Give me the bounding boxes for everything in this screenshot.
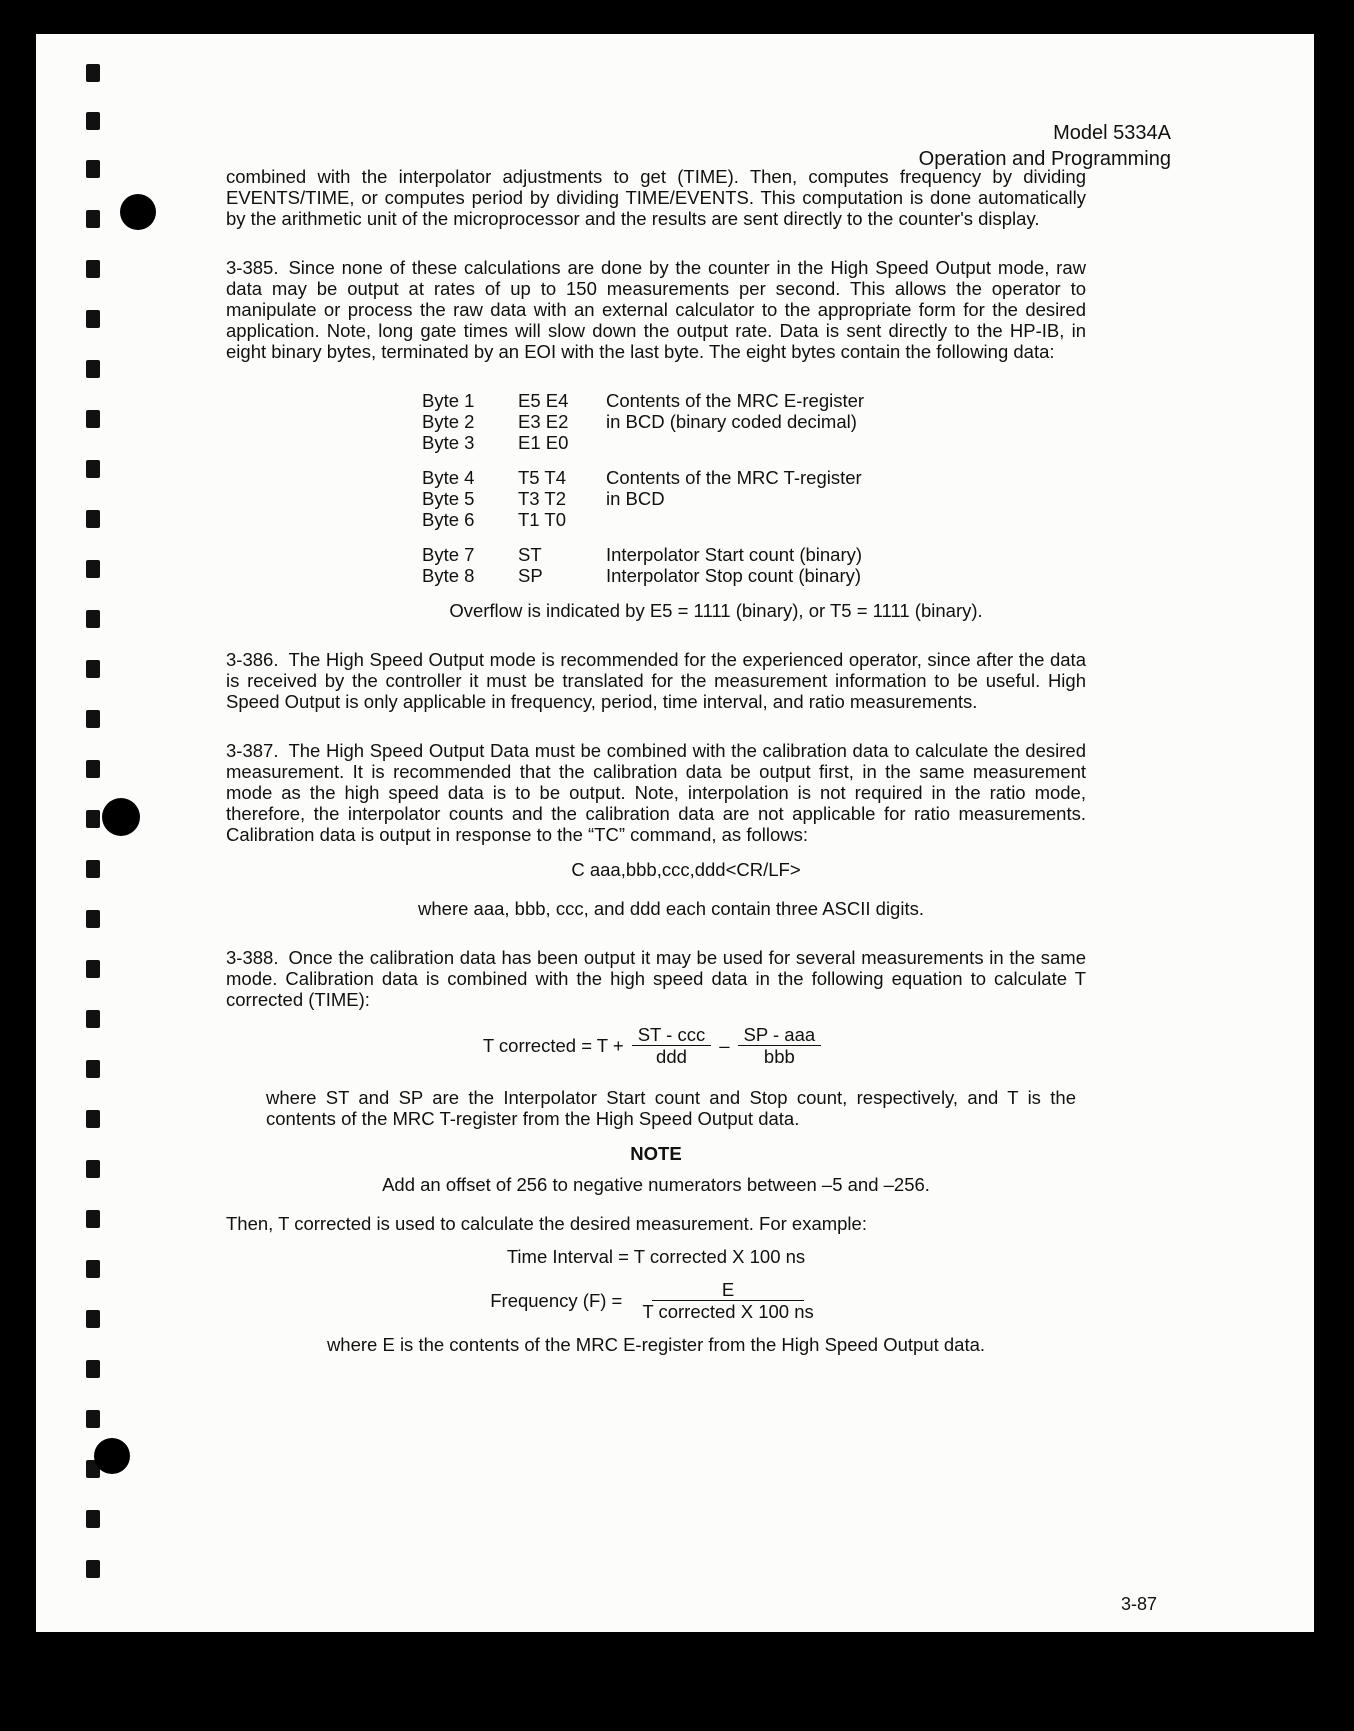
binding-hole — [86, 1110, 100, 1128]
binding-hole — [86, 860, 100, 878]
byte-code: E5 E4 — [518, 390, 569, 411]
punch-hole — [120, 194, 156, 230]
then-text: Then, T corrected is used to calculate the desired measurement. For example: — [226, 1213, 867, 1234]
binding-hole — [86, 210, 100, 228]
byte-code: ST — [518, 544, 542, 565]
byte-label: Byte 5 — [422, 488, 475, 509]
fraction-start — [632, 1024, 712, 1067]
document-body — [226, 166, 1086, 1383]
binding-hole — [86, 660, 100, 678]
equation-lhs: T corrected = T + — [482, 1035, 624, 1056]
section-label: Operation and Programming — [918, 148, 1171, 170]
byte-label: Byte 7 — [422, 544, 475, 565]
fraction-numerator: SP - aaa — [738, 1024, 822, 1046]
minus-sign: – — [719, 1035, 730, 1056]
binding-hole — [86, 310, 100, 328]
binding-hole — [86, 1310, 100, 1328]
time-interval-equation: Time Interval = T corrected X 100 ns — [506, 1246, 806, 1267]
paragraph-3-388 — [226, 947, 1086, 1010]
binding-hole — [86, 260, 100, 278]
byte-description: Contents of the MRC E-register — [606, 390, 865, 411]
binding-hole — [86, 710, 100, 728]
binding-hole — [86, 560, 100, 578]
binding-hole — [86, 1010, 100, 1028]
byte-group-e-register — [422, 390, 1086, 453]
binding-hole — [86, 810, 100, 828]
t-corrected-equation — [226, 1024, 1086, 1067]
tc-format-where: where aaa, bbb, ccc, and ddd each contain three ASCII digits. — [418, 898, 924, 919]
paragraph-number: 3-385. — [226, 257, 279, 278]
fraction-numerator: ST - ccc — [632, 1024, 712, 1046]
page-number: 3-87 — [1120, 1594, 1157, 1614]
equation-lhs: Frequency (F) = — [490, 1290, 623, 1311]
paragraph-number: 3-386. — [226, 649, 279, 670]
byte-description: in BCD (binary coded decimal) — [606, 411, 857, 432]
fraction-numerator: E — [652, 1279, 804, 1301]
frequency-fraction — [642, 1279, 813, 1322]
byte-group-interpolator — [422, 544, 1086, 586]
intro-paragraph: combined with the interpolator adjustments to get (TIME). Then, computes frequency by dividing EVENTS/TIME, or computes period by dividing TIME/EVENTS. This computation is done automatically by the arithmetic unit of the microprocessor and the results are sent directly to the counter's display. — [226, 166, 1086, 229]
paragraph-text: Since none of these calculations are done by the counter in the High Speed Output mode, raw data may be output at rates of up to 150 measurements per second. This allows the operator to manipulate or process the raw data with an external calculator to the appropriate form for the desired application. Note, long gate times will slow down the output rate. Data is sent directly to the HP-IB, in eight binary bytes, terminated by an EOI with the last byte. The eight bytes contain the following data: — [226, 257, 1086, 362]
binding-hole — [86, 1410, 100, 1428]
fraction-denominator: bbb — [763, 1046, 795, 1067]
paragraph-text: The High Speed Output mode is recommended for the experienced operator, since after the data is received by the controller it must be translated for the measurement information to be useful. High Speed Output is only applicable in frequency, period, time interval, and ratio measurements. — [226, 649, 1086, 712]
byte-code: T1 T0 — [518, 509, 566, 530]
note-text: Add an offset of 256 to negative numerators between –5 and –256. — [382, 1174, 930, 1195]
binding-hole — [86, 1510, 100, 1528]
byte-label: Byte 3 — [422, 432, 475, 453]
byte-label: Byte 8 — [422, 565, 475, 586]
binding-hole — [86, 1560, 100, 1578]
binding-hole — [86, 1210, 100, 1228]
binding-hole — [86, 460, 100, 478]
byte-description: Interpolator Stop count (binary) — [606, 565, 862, 586]
binding-hole — [86, 112, 100, 130]
paragraph-number: 3-388. — [226, 947, 279, 968]
byte-description: in BCD — [606, 488, 665, 509]
binding-hole — [86, 64, 100, 82]
frequency-equation — [226, 1279, 1086, 1322]
paragraph-3-386 — [226, 649, 1086, 712]
byte-label: Byte 4 — [422, 467, 475, 488]
equation-where: where ST and SP are the Interpolator Start count and Stop count, respectively, and T is the contents of the MRC T-register from the High Speed Output data. — [266, 1087, 1076, 1129]
fraction-denominator: T corrected X 100 ns — [642, 1301, 814, 1322]
binding-hole — [86, 760, 100, 778]
byte-label: Byte 6 — [422, 509, 475, 530]
binding-hole — [86, 360, 100, 378]
byte-description: Contents of the MRC T-register — [606, 467, 862, 488]
paragraph-number: 3-387. — [226, 740, 279, 761]
byte-code: E1 E0 — [518, 432, 569, 453]
paragraph-3-387 — [226, 740, 1086, 845]
paragraph-3-385 — [226, 257, 1086, 362]
frequency-where: where E is the contents of the MRC E-register from the High Speed Output data. — [326, 1334, 986, 1355]
binding-hole — [86, 1260, 100, 1278]
binding-hole — [86, 910, 100, 928]
byte-label: Byte 2 — [422, 411, 475, 432]
byte-group-t-register — [422, 467, 1086, 530]
fraction-denominator: ddd — [656, 1046, 687, 1067]
byte-label: Byte 1 — [422, 390, 475, 411]
model-label: Model 5334A — [1053, 122, 1171, 144]
binding-hole — [86, 160, 100, 178]
overflow-note: Overflow is indicated by E5 = 1111 (binary), or T5 = 1111 (binary). — [449, 600, 983, 621]
punch-hole — [102, 798, 140, 836]
paragraph-text: Once the calibration data has been output it may be used for several measurements in the same mode. Calibration data is combined with the high speed data in the following equation to calculate T corrected (TIME): — [226, 947, 1086, 1010]
binding-hole — [86, 610, 100, 628]
binding-hole — [86, 1060, 100, 1078]
binding-hole — [86, 410, 100, 428]
byte-code: T3 T2 — [518, 488, 566, 509]
binding-hole — [86, 1160, 100, 1178]
binding-hole — [86, 960, 100, 978]
fraction-stop — [738, 1024, 822, 1067]
byte-code: T5 T4 — [518, 467, 566, 488]
byte-code: SP — [518, 565, 543, 586]
page-header — [919, 120, 1171, 172]
punch-hole — [94, 1438, 130, 1474]
byte-description: Interpolator Start count (binary) — [606, 544, 863, 565]
binding-hole — [86, 510, 100, 528]
tc-command-format: C aaa,bbb,ccc,ddd<CR/LF> — [571, 859, 801, 880]
byte-code: E3 E2 — [518, 411, 569, 432]
paragraph-text: The High Speed Output Data must be combined with the calibration data to calculate the desired measurement. It is recommended that the calibration data be output first, in the same measurement mode as the high speed data is to be output. Note, interpolation is not required in the ratio mode, therefore, the interpolator counts and the calibration data are not applicable for ratio measurements. Calibration data is output in response to the “TC” command, as follows: — [226, 740, 1086, 845]
binding-hole — [86, 1360, 100, 1378]
note-title: NOTE — [630, 1143, 682, 1164]
